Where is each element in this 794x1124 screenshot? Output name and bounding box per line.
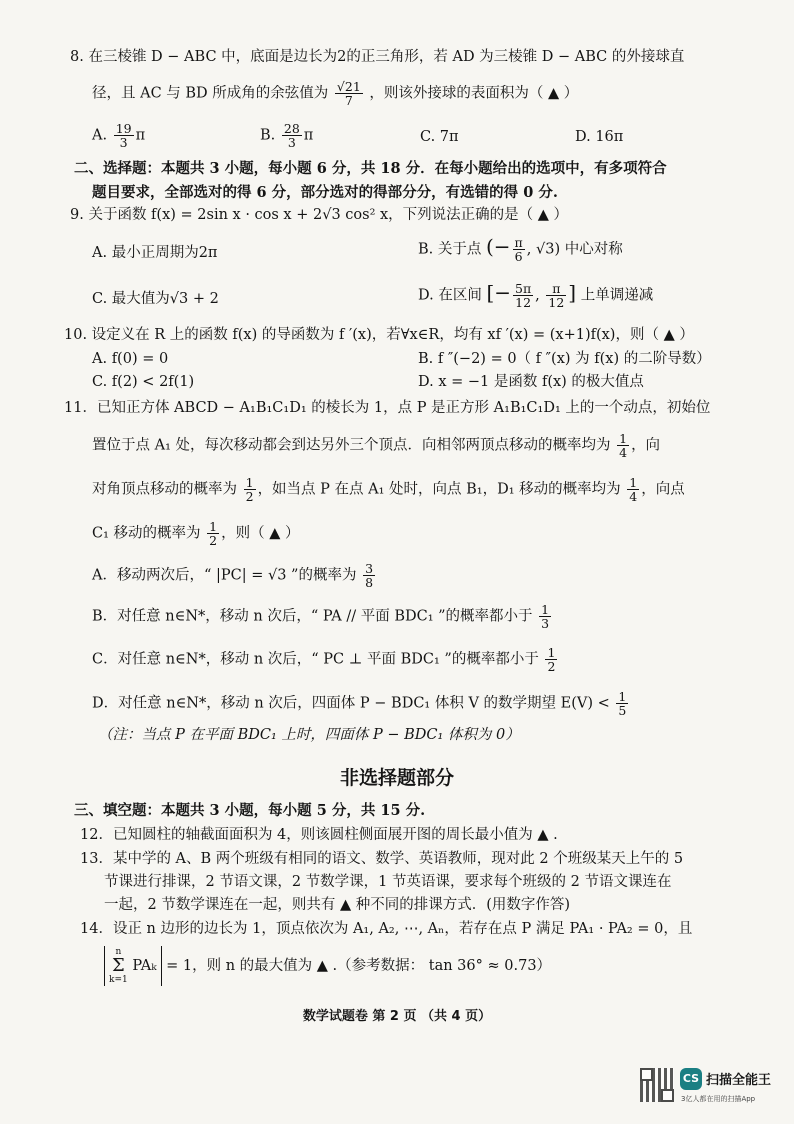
q11-note: （注：当点 P 在平面 BDC₁ 上时，四面体 P − BDC₁ 体积为 0）	[98, 727, 520, 743]
q10-stem: 10. 设定义在 R 上的函数 f(x) 的导函数为 f ′(x)，若∀x∈R，均有 xf ′(x) = (x+1)f(x)，则（ ▲ ）	[64, 327, 694, 343]
q11-line2: 置位于点 A₁ 处，每次移动都会到达另外三个顶点．向相邻两顶点移动的概率均为 $\frac{1}{4}$ ，向	[92, 431, 661, 460]
page-footer: 数学试题卷 第 2 页 （共 4 页）	[302, 1009, 492, 1024]
q14-sum-abs: n Σ k=1 PAₖ	[104, 946, 162, 986]
q10-option-d: D. x = −1 是函数 f(x) 的极大值点	[418, 374, 644, 390]
q10-option-b: B. f ″(−2) = 0（ f ″(x) 为 f(x) 的二阶导数）	[418, 351, 711, 367]
q9-stem: 9. 关于函数 f(x) = 2sin x · cos x + 2√3 cos² x，下列说法正确的是（ ▲ ）	[70, 207, 569, 223]
part-title: 非选择题部分	[339, 767, 454, 789]
q11-option-c: C．对任意 n∈N*，移动 n 次后，“ PC ⊥ 平面 BDC₁ ”的概率都小于 $\frac{1}{2}$	[92, 645, 556, 674]
q12: 12．已知圆柱的轴截面面积为 4，则该圆柱侧面展开图的周长最小值为 ▲ .	[80, 827, 558, 843]
q11-line1: 11．已知正方体 ABCD − A₁B₁C₁D₁ 的棱长为 1，点 P 是正方形 A₁B₁C₁D₁ 上的一个动点，初始位	[64, 400, 711, 416]
q11-option-b: B．对任意 n∈N*，移动 n 次后，“ PA // 平面 BDC₁ ”的概率都小于 $\frac{1}{3}$	[92, 602, 550, 631]
section3-line1: 三、填空题：本题共 3 小题，每小题 5 分，共 15 分.	[74, 802, 426, 819]
q10-option-a: A. f(0) = 0	[92, 351, 169, 367]
q10-option-c: C. f(2) < 2f(1)	[92, 374, 195, 390]
section2-line2: 题目要求，全部选对的得 6 分，部分选对的得部分分，有选错的得 0 分.	[92, 184, 558, 201]
q8-option-a: A. $\frac{19}{3}$ π	[92, 121, 146, 150]
q11-option-a: A．移动两次后，“ |PC| = √3 ”的概率为 $\frac{3}{8}$	[92, 561, 374, 590]
q9-option-d: D. 在区间 [− $\frac{5\pi}{12}$ , $\frac{\pi}{12}$ ] 上单调递减	[418, 280, 654, 310]
q8-line1: 8. 在三棱锥 D − ABC 中，底面是边长为2的正三角形，若 AD 为三棱锥 D − ABC 的外接球直	[70, 49, 685, 65]
q14-line1: 14．设正 n 边形的边长为 1，顶点依次为 A₁, A₂, ⋯, Aₙ，若存在点 P 满足 PA₁ · PA₂ = 0，且	[80, 921, 693, 937]
camscanner-tagline: 3亿人都在用的扫描App	[681, 1095, 756, 1103]
q8-line2	[92, 80, 578, 107]
q8-fraction: $\frac{√21}{7}$	[336, 79, 361, 108]
camscanner-name: 扫描全能王	[706, 1073, 772, 1088]
q8-option-c: C. 7π	[420, 129, 459, 145]
q14-line2: n Σ k=1 PAₖ = 1，则 n 的最大值为 ▲ .（参考数据： tan 36° ≈ 0.73）	[104, 946, 551, 986]
q9-option-a: A. 最小正周期为2π	[92, 245, 218, 261]
q9-option-c: C. 最大值为√3 + 2	[92, 291, 219, 307]
q9-option-b: B. 关于点 (− $\frac{\pi}{6}$ , √3) 中心对称	[418, 234, 623, 264]
q11-option-d: D．对任意 n∈N*，移动 n 次后，四面体 P − BDC₁ 体积 V 的数学期望 E(V) < $\frac{1}{5}$	[92, 689, 627, 718]
q8-line2-b: ，则该外接球的表面积为（ ▲ ）	[369, 85, 579, 102]
q13-line1: 13．某中学的 A、B 两个班级有相同的语文、数学、英语教师，现对此 2 个班级某天上午的 5	[80, 851, 684, 867]
q8-option-d: D. 16π	[575, 129, 624, 145]
q11-line3: 对角顶点移动的概率为 $\frac{1}{2}$ ，如当点 P 在点 A₁ 处时，向点 B₁，D₁ 移动的概率均为 $\frac{1}{4}$ ，向点	[92, 475, 685, 504]
camscanner-logo-icon: CS	[680, 1068, 702, 1090]
q13-line3: 一起，2 节数学课连在一起，则共有 ▲ 种不同的排课方式．(用数字作答)	[104, 897, 571, 913]
qr-code-icon	[640, 1068, 674, 1102]
q8-line2-a: 径，且 AC 与 BD 所成角的余弦值为	[92, 85, 329, 102]
section2-line1: 二、选择题：本题共 3 小题，每小题 6 分，共 18 分．在每小题给出的选项中，有多项符合	[74, 160, 667, 177]
q11-line4: C₁ 移动的概率为 $\frac{1}{2}$ ，则（ ▲ ）	[92, 519, 300, 548]
q8-option-b: B. $\frac{28}{3}$ π	[260, 121, 314, 150]
q13-line2: 节课进行排课，2 节语文课，2 节数学课，1 节英语课，要求每个班级的 2 节语文课连在	[104, 874, 672, 890]
